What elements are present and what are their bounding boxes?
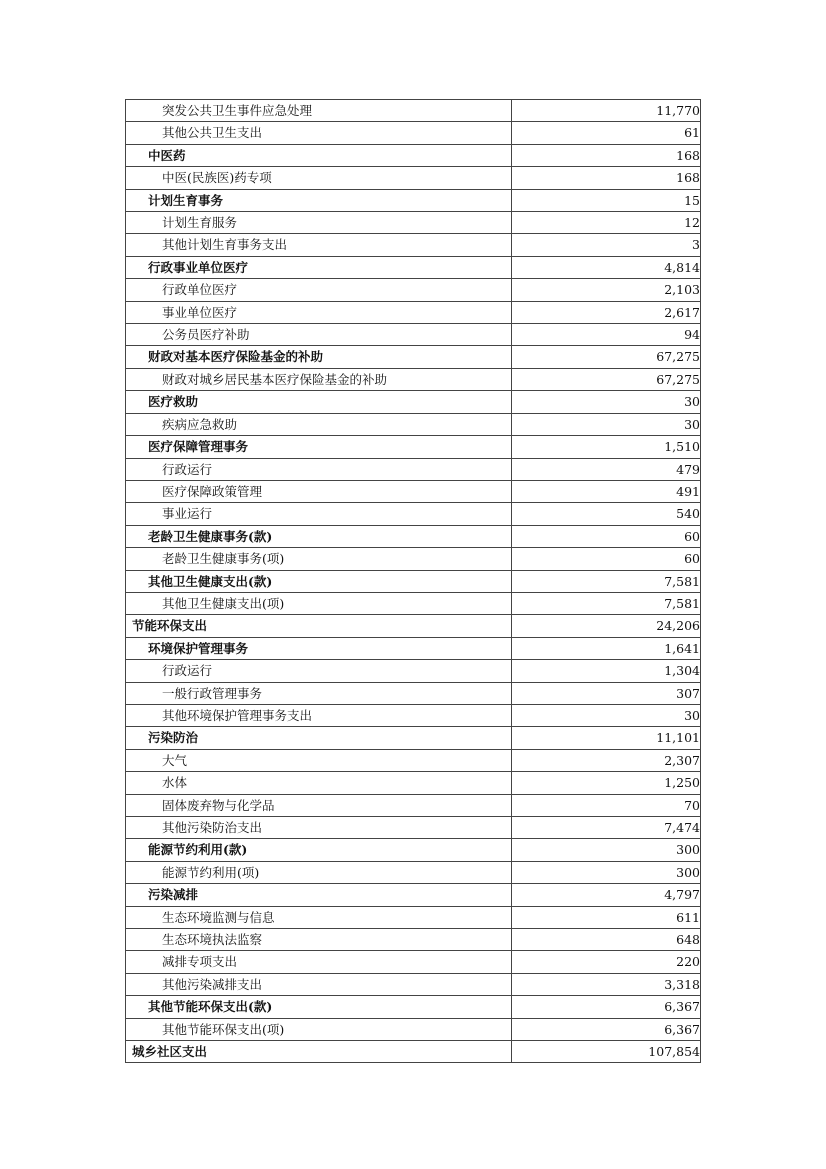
row-amount: 1,510 (512, 436, 701, 458)
table-row (126, 570, 701, 592)
row-amount: 6,367 (512, 996, 701, 1018)
table-row (126, 794, 701, 816)
table-row (126, 480, 701, 502)
table-row (126, 817, 701, 839)
row-amount: 1,304 (512, 660, 701, 682)
table-row (126, 100, 701, 122)
row-item-name: 计划生育事务 (126, 189, 512, 211)
row-item-name: 其他卫生健康支出(项) (126, 592, 512, 614)
row-item-name: 老龄卫生健康事务(款) (126, 525, 512, 547)
row-item-name: 计划生育服务 (126, 212, 512, 234)
row-item-name: 能源节约利用(款) (126, 839, 512, 861)
row-item-name: 污染防治 (126, 727, 512, 749)
table-row (126, 884, 701, 906)
row-amount: 3 (512, 234, 701, 256)
row-item-name: 一般行政管理事务 (126, 682, 512, 704)
table-row (126, 861, 701, 883)
row-item-name: 突发公共卫生事件应急处理 (126, 100, 512, 122)
table-row (126, 391, 701, 413)
row-amount: 611 (512, 906, 701, 928)
row-item-name: 其他污染减排支出 (126, 973, 512, 995)
row-item-name: 行政运行 (126, 458, 512, 480)
table-row (126, 615, 701, 637)
row-item-name: 疾病应急救助 (126, 413, 512, 435)
row-item-name: 生态环境执法监察 (126, 929, 512, 951)
row-amount: 70 (512, 794, 701, 816)
row-amount: 168 (512, 167, 701, 189)
table-row (126, 503, 701, 525)
row-amount: 1,641 (512, 637, 701, 659)
row-amount: 220 (512, 951, 701, 973)
row-amount: 30 (512, 413, 701, 435)
table-row (126, 368, 701, 390)
row-item-name: 公务员医疗补助 (126, 324, 512, 346)
row-item-name: 中医(民族医)药专项 (126, 167, 512, 189)
table-row (126, 212, 701, 234)
row-item-name: 水体 (126, 772, 512, 794)
row-amount: 7,581 (512, 570, 701, 592)
row-amount: 491 (512, 480, 701, 502)
row-amount: 7,474 (512, 817, 701, 839)
row-amount: 4,797 (512, 884, 701, 906)
budget-table-body (126, 100, 701, 1063)
row-item-name: 能源节约利用(项) (126, 861, 512, 883)
table-row (126, 682, 701, 704)
table-row (126, 929, 701, 951)
row-item-name: 生态环境监测与信息 (126, 906, 512, 928)
row-amount: 2,103 (512, 279, 701, 301)
row-item-name: 行政运行 (126, 660, 512, 682)
row-amount: 67,275 (512, 346, 701, 368)
row-item-name: 中医药 (126, 144, 512, 166)
table-row (126, 637, 701, 659)
row-item-name: 城乡社区支出 (126, 1041, 512, 1063)
table-row (126, 234, 701, 256)
table-row (126, 592, 701, 614)
row-amount: 300 (512, 861, 701, 883)
table-row (126, 189, 701, 211)
table-row (126, 167, 701, 189)
row-item-name: 大气 (126, 749, 512, 771)
row-item-name: 行政事业单位医疗 (126, 256, 512, 278)
row-amount: 24,206 (512, 615, 701, 637)
table-row (126, 1018, 701, 1040)
row-amount: 168 (512, 144, 701, 166)
row-amount: 648 (512, 929, 701, 951)
table-row (126, 458, 701, 480)
row-amount: 2,307 (512, 749, 701, 771)
row-item-name: 节能环保支出 (126, 615, 512, 637)
row-item-name: 其他环境保护管理事务支出 (126, 704, 512, 726)
row-amount: 60 (512, 525, 701, 547)
table-row (126, 906, 701, 928)
row-amount: 15 (512, 189, 701, 211)
row-item-name: 其他公共卫生支出 (126, 122, 512, 144)
table-row (126, 436, 701, 458)
table-row (126, 1041, 701, 1063)
row-item-name: 其他节能环保支出(项) (126, 1018, 512, 1040)
row-item-name: 医疗保障政策管理 (126, 480, 512, 502)
row-item-name: 财政对城乡居民基本医疗保险基金的补助 (126, 368, 512, 390)
row-amount: 107,854 (512, 1041, 701, 1063)
row-item-name: 医疗保障管理事务 (126, 436, 512, 458)
table-row (126, 973, 701, 995)
table-row (126, 727, 701, 749)
table-row (126, 660, 701, 682)
row-amount: 11,770 (512, 100, 701, 122)
row-amount: 4,814 (512, 256, 701, 278)
row-item-name: 减排专项支出 (126, 951, 512, 973)
table-row (126, 279, 701, 301)
row-item-name: 行政单位医疗 (126, 279, 512, 301)
row-amount: 300 (512, 839, 701, 861)
table-row (126, 256, 701, 278)
row-item-name: 财政对基本医疗保险基金的补助 (126, 346, 512, 368)
row-amount: 307 (512, 682, 701, 704)
row-amount: 7,581 (512, 592, 701, 614)
row-item-name: 其他计划生育事务支出 (126, 234, 512, 256)
row-amount: 479 (512, 458, 701, 480)
row-amount: 6,367 (512, 1018, 701, 1040)
row-amount: 61 (512, 122, 701, 144)
row-amount: 11,101 (512, 727, 701, 749)
table-row (126, 548, 701, 570)
table-row (126, 704, 701, 726)
table-row (126, 122, 701, 144)
table-row (126, 346, 701, 368)
table-row (126, 324, 701, 346)
row-item-name: 其他污染防治支出 (126, 817, 512, 839)
row-amount: 67,275 (512, 368, 701, 390)
row-amount: 30 (512, 704, 701, 726)
row-item-name: 医疗救助 (126, 391, 512, 413)
row-amount: 3,318 (512, 973, 701, 995)
row-amount: 60 (512, 548, 701, 570)
table-row (126, 525, 701, 547)
row-item-name: 事业单位医疗 (126, 301, 512, 323)
table-row (126, 996, 701, 1018)
row-amount: 94 (512, 324, 701, 346)
row-item-name: 其他卫生健康支出(款) (126, 570, 512, 592)
row-item-name: 老龄卫生健康事务(项) (126, 548, 512, 570)
row-item-name: 环境保护管理事务 (126, 637, 512, 659)
row-item-name: 固体废弃物与化学品 (126, 794, 512, 816)
table-row (126, 839, 701, 861)
row-amount: 1,250 (512, 772, 701, 794)
table-row (126, 144, 701, 166)
row-item-name: 事业运行 (126, 503, 512, 525)
row-item-name: 污染减排 (126, 884, 512, 906)
row-amount: 30 (512, 391, 701, 413)
table-row (126, 413, 701, 435)
table-row (126, 301, 701, 323)
table-row (126, 772, 701, 794)
row-amount: 540 (512, 503, 701, 525)
table-row (126, 951, 701, 973)
budget-table (125, 99, 701, 1063)
table-row (126, 749, 701, 771)
row-amount: 12 (512, 212, 701, 234)
row-item-name: 其他节能环保支出(款) (126, 996, 512, 1018)
row-amount: 2,617 (512, 301, 701, 323)
